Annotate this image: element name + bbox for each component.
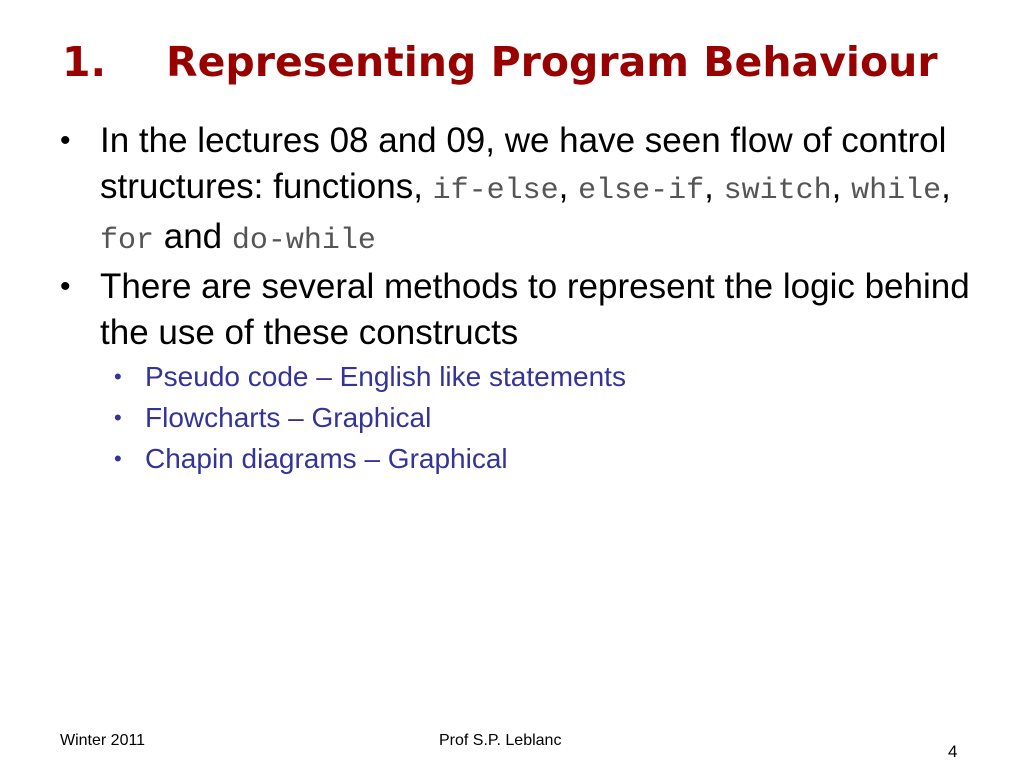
page-number: 4: [948, 742, 958, 761]
slide-title-number: 1.: [62, 38, 107, 86]
bullet-marker: •: [60, 270, 71, 303]
bullet-text: In the lectures 08 and 09, we have seen flow of control structures: functions,: [100, 121, 947, 206]
and-word: and: [163, 217, 223, 256]
code-do-while: do-while: [231, 224, 376, 258]
sub-bullet-flowcharts: [60, 397, 980, 438]
bullet-text: There are several methods to represent the logic behind the use of these constructs: [100, 267, 970, 352]
code-switch: switch: [723, 174, 832, 208]
sub-bullet-list: [60, 356, 980, 479]
code-for: for: [100, 224, 155, 258]
code-while: while: [851, 174, 942, 208]
bullet-item-methods: [60, 264, 980, 356]
slide-title: [62, 30, 938, 94]
code-else-if: else-if: [578, 174, 705, 208]
slide-title-text: Representing Program Behaviour: [166, 38, 938, 86]
sub-bullet-text: Pseudo code – English like statements: [145, 361, 626, 392]
bullet-marker: •: [60, 124, 71, 157]
footer-term: Winter 2011: [60, 732, 146, 749]
footer-author: Prof S.P. Leblanc: [439, 732, 562, 749]
slide-body: [60, 118, 980, 479]
sub-bullet-chapin-diagrams: [60, 438, 980, 479]
sub-bullet-pseudo-code: [60, 356, 980, 397]
bullet-item-control-structures: • In the lectures 08 and 09, we have seen flow of control structures: functions, if-else, else-if, switch, while, for and do-while: [60, 118, 980, 264]
sub-bullet-marker: •: [114, 405, 122, 430]
sub-bullet-text: Flowcharts – Graphical: [145, 402, 432, 433]
sub-bullet-marker: •: [114, 446, 122, 471]
sub-bullet-text: Chapin diagrams – Graphical: [145, 443, 508, 474]
sub-bullet-marker: •: [114, 364, 122, 389]
code-if-else: if-else: [432, 174, 559, 208]
